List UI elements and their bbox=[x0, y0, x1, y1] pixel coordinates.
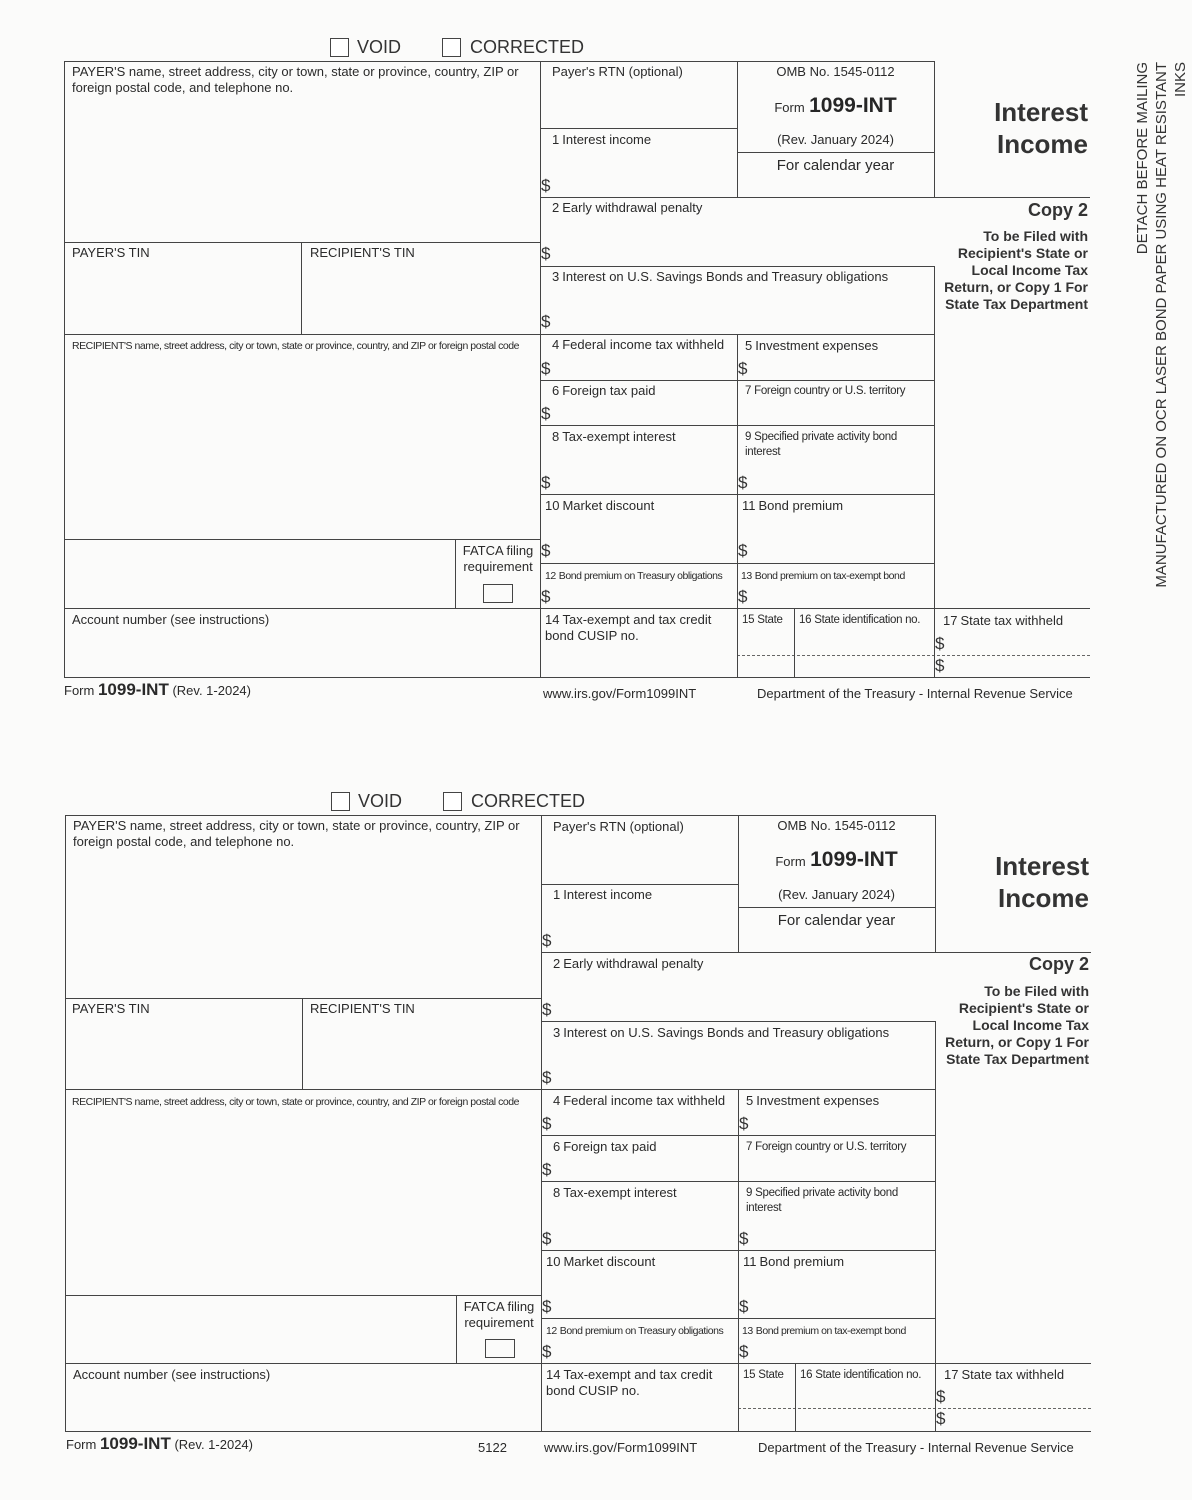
box-4-label: 4 Federal income tax withheld bbox=[553, 1093, 726, 1108]
box-2-dollar: $ bbox=[542, 1000, 552, 1019]
box-17-label: 17 State tax withheld bbox=[944, 1367, 1065, 1382]
box-11-label: 11 Bond premium bbox=[743, 1254, 845, 1269]
payer-name-label: PAYER'S name, street address, city or town, state or province, country, ZIP or foreign postal code, and telephone no. bbox=[73, 818, 520, 849]
box-9-label: 9 Specified private activity bond interest bbox=[746, 1187, 898, 1214]
payer-rtn-label: Payer's RTN (optional) bbox=[553, 819, 684, 834]
form-word: Form bbox=[774, 100, 805, 115]
box-2-label: 2 Early withdrawal penalty bbox=[552, 200, 703, 215]
box-3-label: 3 Interest on U.S. Savings Bonds and Treasury obligations bbox=[552, 269, 889, 284]
calendar-year-label: For calendar year bbox=[776, 157, 895, 174]
recipient-tin-label: RECIPIENT'S TIN bbox=[310, 1001, 415, 1016]
box-11-dollar: $ bbox=[739, 1297, 749, 1316]
box-6-dollar: $ bbox=[542, 1160, 552, 1179]
title-line2: Income bbox=[996, 129, 1088, 159]
box-8-label: 8 Tax-exempt interest bbox=[553, 1185, 677, 1200]
box-13-dollar: $ bbox=[738, 587, 748, 606]
form-title bbox=[934, 96, 1088, 160]
corrected-label: CORRECTED bbox=[470, 37, 585, 57]
void-label: VOID bbox=[357, 37, 402, 57]
fatca-checkbox[interactable] bbox=[485, 1339, 515, 1358]
box-6-dollar: $ bbox=[541, 404, 551, 423]
box-14-label: 14 Tax-exempt and tax credit bond CUSIP no. bbox=[546, 1367, 713, 1398]
footer-url: www.irs.gov/Form1099INT bbox=[544, 1440, 698, 1455]
detach-notice: DETACH BEFORE MAILING bbox=[1134, 62, 1151, 255]
title-line1: Interest bbox=[994, 97, 1088, 127]
form-revision: (Rev. January 2024) bbox=[777, 132, 894, 147]
payer-tin-label: PAYER'S TIN bbox=[72, 1001, 150, 1016]
box-13-label: 13 Bond premium on tax-exempt bond bbox=[741, 570, 905, 582]
box-13-dollar: $ bbox=[739, 1342, 749, 1361]
form-number-heading bbox=[737, 94, 934, 118]
box-8-label: 8 Tax-exempt interest bbox=[552, 429, 676, 444]
box-6-label: 6 Foreign tax paid bbox=[552, 383, 656, 398]
box-10-dollar: $ bbox=[541, 541, 551, 560]
box-4-dollar: $ bbox=[542, 1114, 552, 1133]
box-3-dollar: $ bbox=[542, 1068, 552, 1087]
account-number-label: Account number (see instructions) bbox=[72, 612, 270, 627]
payer-name-label: PAYER'S name, street address, city or town, state or province, country, ZIP or foreign postal code, and telephone no. bbox=[72, 64, 519, 95]
box-4-label: 4 Federal income tax withheld bbox=[552, 337, 725, 352]
box-1-label: 1 Interest income bbox=[553, 887, 653, 902]
footer-url: www.irs.gov/Form1099INT bbox=[543, 686, 697, 701]
box-17-label: 17 State tax withheld bbox=[943, 613, 1064, 628]
box-12-label: 12 Bond premium on Treasury obligations bbox=[545, 570, 723, 582]
footer-form-id: Form 1099-INT (Rev. 1-2024) bbox=[64, 680, 251, 699]
copy-description: To be Filed with Recipient's State or Local Income Tax Return, or Copy 1 For State Tax Department bbox=[945, 983, 1089, 1067]
recipient-name-label: RECIPIENT'S name, street address, city or town, state or province, country, and ZIP or foreign postal code bbox=[72, 340, 520, 352]
fatca-label: FATCA filing requirement bbox=[463, 1299, 535, 1330]
box-10-label: 10 Market discount bbox=[545, 498, 655, 513]
payer-tin-label: PAYER'S TIN bbox=[72, 245, 150, 260]
box-13-label: 13 Bond premium on tax-exempt bond bbox=[742, 1325, 906, 1337]
copy-description: To be Filed with Recipient's State or Local Income Tax Return, or Copy 1 For State Tax Department bbox=[944, 228, 1088, 312]
title-line1: Interest bbox=[995, 851, 1089, 881]
recipient-name-label: RECIPIENT'S name, street address, city or town, state or province, country, and ZIP or foreign postal code bbox=[72, 1096, 520, 1108]
box-8-dollar: $ bbox=[541, 473, 551, 492]
footer-form-code: 5122 bbox=[478, 1440, 507, 1455]
box-17-dollar-2: $ bbox=[936, 1409, 946, 1428]
box-16-label: 16 State identification no. bbox=[799, 614, 921, 626]
form-number: 1099-INT bbox=[809, 94, 897, 117]
box-17-dollar-2: $ bbox=[935, 656, 945, 675]
box-15-label: 15 State bbox=[743, 1369, 784, 1381]
footer-department: Department of the Treasury - Internal Revenue Service bbox=[758, 1440, 1074, 1455]
omb-number: OMB No. 1545-0112 bbox=[777, 818, 896, 833]
omb-number: OMB No. 1545-0112 bbox=[776, 64, 895, 79]
box-9-dollar: $ bbox=[738, 473, 748, 492]
box-17-dollar-1: $ bbox=[935, 634, 945, 653]
form-number-heading bbox=[738, 848, 935, 872]
box-5-dollar: $ bbox=[739, 1114, 749, 1133]
fatca-checkbox[interactable] bbox=[483, 584, 513, 603]
form-number: 1099-INT bbox=[810, 848, 898, 871]
box-1-dollar: $ bbox=[542, 931, 552, 950]
copy-label: Copy 2 bbox=[1027, 200, 1088, 220]
box-2-label: 2 Early withdrawal penalty bbox=[553, 956, 704, 971]
account-number-label: Account number (see instructions) bbox=[73, 1367, 271, 1382]
box-5-label: 5 Investment expenses bbox=[745, 338, 879, 353]
box-1-dollar: $ bbox=[541, 176, 551, 195]
box-7-label: 7 Foreign country or U.S. territory bbox=[746, 1141, 907, 1153]
box-10-label: 10 Market discount bbox=[546, 1254, 656, 1269]
box-14-label: 14 Tax-exempt and tax credit bond CUSIP no. bbox=[545, 612, 712, 643]
void-checkbox[interactable] bbox=[331, 792, 350, 811]
box-15-label: 15 State bbox=[742, 614, 783, 626]
box-12-dollar: $ bbox=[542, 1342, 552, 1361]
box-12-label: 12 Bond premium on Treasury obligations bbox=[546, 1325, 724, 1337]
form-copy-top bbox=[0, 0, 1192, 745]
recipient-tin-label: RECIPIENT'S TIN bbox=[310, 245, 415, 260]
corrected-label: CORRECTED bbox=[471, 791, 586, 811]
box-12-dollar: $ bbox=[541, 587, 551, 606]
box-7-label: 7 Foreign country or U.S. territory bbox=[745, 385, 906, 397]
box-3-label: 3 Interest on U.S. Savings Bonds and Treasury obligations bbox=[553, 1025, 890, 1040]
box-9-dollar: $ bbox=[739, 1229, 749, 1248]
form-title bbox=[935, 850, 1089, 914]
form-copy-bottom bbox=[1, 754, 1192, 1499]
box-9-label: 9 Specified private activity bond interest bbox=[745, 431, 897, 458]
box-5-label: 5 Investment expenses bbox=[746, 1093, 880, 1108]
box-1-label: 1 Interest income bbox=[552, 132, 652, 147]
fatca-label: FATCA filing requirement bbox=[462, 543, 534, 574]
box-5-dollar: $ bbox=[738, 359, 748, 378]
box-11-label: 11 Bond premium bbox=[742, 498, 844, 513]
box-17-dollar-1: $ bbox=[936, 1387, 946, 1406]
box-3-dollar: $ bbox=[541, 312, 551, 331]
form-word: Form bbox=[775, 854, 806, 869]
box-4-dollar: $ bbox=[541, 359, 551, 378]
form-revision: (Rev. January 2024) bbox=[778, 887, 895, 902]
box-10-dollar: $ bbox=[542, 1297, 552, 1316]
corrected-checkbox[interactable] bbox=[442, 38, 461, 57]
footer-form-id: Form 1099-INT (Rev. 1-2024) bbox=[66, 1434, 253, 1453]
footer-department: Department of the Treasury - Internal Revenue Service bbox=[757, 686, 1073, 701]
copy-label: Copy 2 bbox=[1028, 954, 1089, 974]
corrected-checkbox[interactable] bbox=[443, 792, 462, 811]
box-2-dollar: $ bbox=[541, 244, 551, 263]
calendar-year-label: For calendar year bbox=[777, 912, 896, 929]
box-16-label: 16 State identification no. bbox=[800, 1369, 922, 1381]
title-line2: Income bbox=[997, 883, 1089, 913]
box-6-label: 6 Foreign tax paid bbox=[553, 1139, 657, 1154]
void-label: VOID bbox=[358, 791, 403, 811]
payer-rtn-label: Payer's RTN (optional) bbox=[552, 64, 683, 79]
box-8-dollar: $ bbox=[542, 1229, 552, 1248]
void-checkbox[interactable] bbox=[330, 38, 349, 57]
box-11-dollar: $ bbox=[738, 541, 748, 560]
paper-notice: MANUFACTURED ON OCR LASER BOND PAPER USING HEAT RESISTANT INKS bbox=[1153, 62, 1189, 588]
